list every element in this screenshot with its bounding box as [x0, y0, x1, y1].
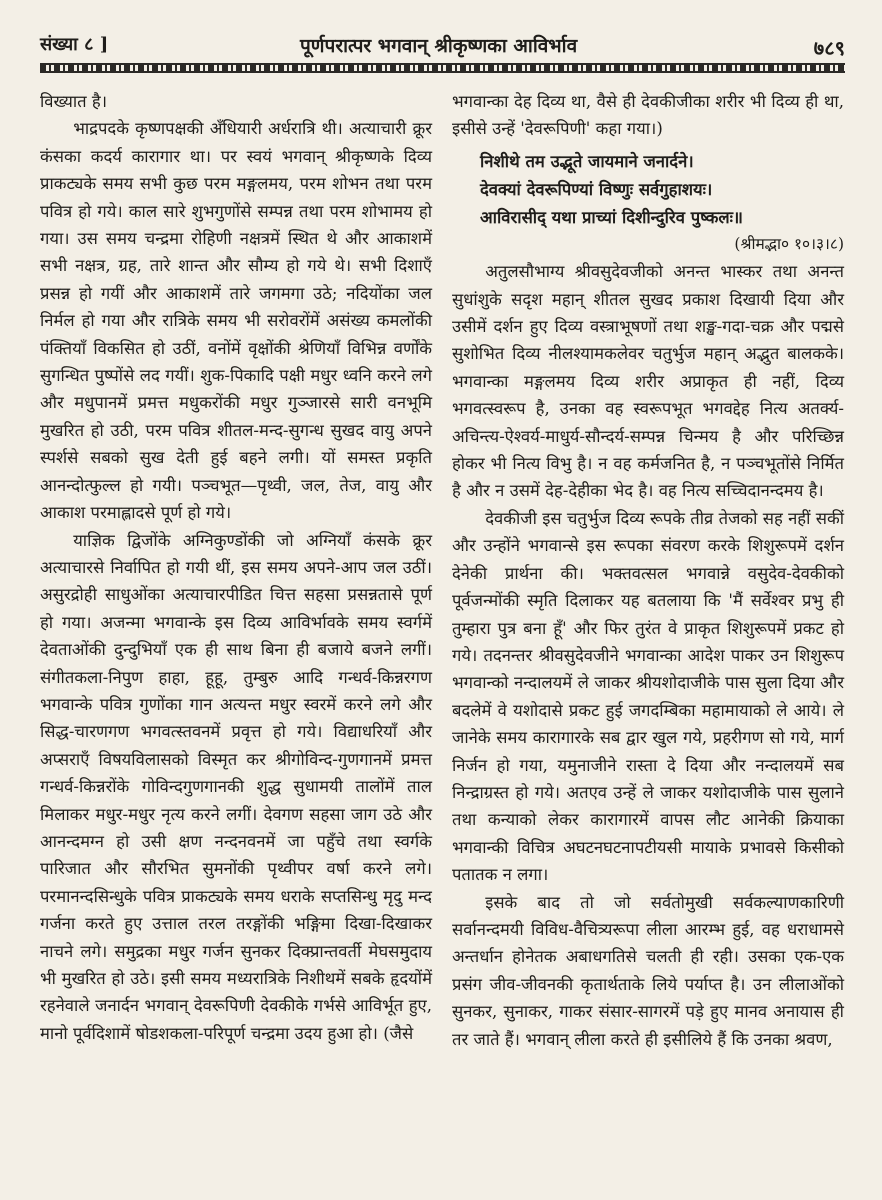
verse-line: आविरासीद् यथा प्राच्यां दिशीन्दुरिव पुष्कलः॥	[480, 206, 743, 227]
left-column	[40, 88, 432, 1047]
decorative-header-rule	[40, 63, 845, 73]
paragraph: भाद्रपदके कृष्णपक्षकी अँधियारी अर्धरात्रि थी। अत्याचारी क्रूर कंसका कदर्य कारागार था। पर स्वयं भगवान् श्रीकृष्णके दिव्य प्राकट्यके समय सभी कुछ परम मङ्गलमय, परम शोभन तथा परम पवित्र हो गये। काल सारे शुभगुणोंसे सम्पन्न तथा परम शोभामय हो गया। उस समय चन्द्रमा रोहिणी नक्षत्रमें स्थित थे और आकाशमें सभी नक्षत्र, ग्रह, तारे शान्त और सौम्य हो गये थे। सभी दिशाएँ प्रसन्न हो गयीं और आकाशमें तारे जगमगा उठे; नदियोंका जल निर्मल हो गया और रात्रिके समय भी सरोवरोंमें असंख्य कमलोंकी पंक्तियाँ विकसित हो उठीं, वनोंमें वृक्षोंकी श्रेणियाँ विभिन्न वर्णोंके सुगन्धित पुष्पोंसे लद गयीं। शुक-पिकादि पक्षी मधुर ध्वनि करने लगे और मधुपानमें प्रमत्त मधुकरोंकी मधुर गुञ्जारसे सारी वनभूमि मुखरित हो उठी, परम पवित्र शीतल-मन्द-सुगन्ध सुखद वायु अपने स्पर्शसे सबको सुख देती हुई बहने लगी। यों समस्त प्रकृति आनन्दोत्फुल्ल हो गयी। पञ्चभूत—पृथ्वी, जल, तेज, वायु और आकाश परमाह्लादसे पूर्ण हो गये।	[40, 119, 432, 523]
paragraph-continuation: विख्यात है।	[40, 92, 107, 111]
running-title: पूर्णपरात्पर भगवान् श्रीकृष्णका आविर्भाव	[300, 35, 578, 57]
sanskrit-verse	[452, 147, 844, 231]
page-number: ७८९	[813, 36, 845, 60]
paragraph: अतुलसौभाग्य श्रीवसुदेवजीको अनन्त भास्कर तथा अनन्त सुधांशुके सदृश महान् शीतल सुखद प्रकाश दिखायी दिया और उसीमें दर्शन हुए दिव्य वस्त्राभूषणों तथा शङ्ख-गदा-चक्र और पद्मसे सुशोभित दिव्य नीलश्यामकलेवर चतुर्भुज महान् अद्भुत बालकके। भगवान्का मङ्गलमय दिव्य शरीर अप्राकृत ही नहीं, दिव्य भगवत्स्वरूप है, उनका वह स्वरूपभूत भगवद्देह नित्य अतर्क्य-अचिन्त्य-ऐश्वर्य-माधुर्य-सौन्दर्य-सम्पन्न चिन्मय है और परिच्छिन्न होकर भी नित्य विभु है। न वह कर्मजनित है, न पञ्चभूतोंसे निर्मित है और न उसमें देह-देहीका भेद है। वह नित्य सच्चिदानन्दमय है।	[452, 262, 844, 501]
page-header	[40, 22, 845, 62]
issue-number: संख्या ८ ]	[40, 34, 109, 55]
paragraph: याज्ञिक द्विजोंके अग्निकुण्डोंकी जो अग्नियाँ कंसके क्रूर अत्याचारसे निर्वापित हो गयी थीं, इस समय अपने-आप जल उठीं। असुरद्रोही साधुओंका अत्याचारपीडित चित्त सहसा प्रसन्नतासे पूर्ण हो गया। अजन्मा भगवान्के इस दिव्य आविर्भावके समय स्वर्गमें देवताओंकी दुन्दुभियाँ एक ही साथ बिना ही बजाये बजने लगीं। संगीतकला-निपुण हाहा, हूहू, तुम्बुरु आदि गन्धर्व-किन्नरगण भगवान्के पवित्र गुणोंका गान अत्यन्त मधुर स्वरमें करने लगे और सिद्ध-चारणगण भगवत्स्तवनमें प्रवृत्त हो गये। विद्याधरियाँ और अप्सराएँ विषयविलासको विस्मृत कर श्रीगोविन्द-गुणगानमें प्रमत्त गन्धर्व-किन्नरोंके गोविन्दगुणगानकी शुद्ध सुधामयी तालोंमें ताल मिलाकर मधुर-मधुर नृत्य करने लगीं। देवगण सहसा जाग उठे और आनन्दमग्न हो उसी क्षण नन्दनवनमें जा पहुँचे तथा स्वर्गके पारिजात और सौरभित सुमनोंकी पृथ्वीपर वर्षा करने लगे। परमानन्दसिन्धुके पवित्र प्राकट्यके समय धराके सप्तसिन्धु मृदु मन्द गर्जना करते हुए उत्ताल तरल तरङ्गोंकी भङ्गिमा दिखा-दिखाकर नाचने लगे। समुद्रका मधुर गर्जन सुनकर दिक्प्रान्तवर्ती मेघसमुदाय भी मुखरित हो उठे। इसी समय मध्यरात्रिके निशीथमें सबके हृदयोंमें रहनेवाले जनार्दन भगवान् देवरूपिणी देवकीके गर्भसे आविर्भूत हुए, मानो पूर्वदिशामें षोडशकला-परिपूर्ण चन्द्रमा उदय हुआ हो। (जैसे	[40, 530, 432, 1043]
right-column	[452, 88, 844, 1053]
paragraph: देवकीजी इस चतुर्भुज दिव्य रूपके तीव्र तेजको सह नहीं सकीं और उन्होंने भगवान्से इस रूपका संवरण करके शिशुरूपमें दर्शन देनेकी प्रार्थना की। भक्तवत्सल भगवान्ने वसुदेव-देवकीको पूर्वजन्मोंकी स्मृति दिलाकर यह बतलाया कि 'मैं सर्वेश्वर प्रभु ही तुम्हारा पुत्र बना हूँ' और फिर तुरंत वे प्राकृत शिशुरूपमें प्रकट हो गये। तदनन्तर श्रीवसुदेवजीने भगवान्का आदेश पाकर उन शिशुरूप भगवान्को नन्दालयमें ले जाकर श्रीयशोदाजीके पास सुला दिया और बदलेमें वे यशोदासे प्रकट हुई जगदम्बिका महामायाको ले आये। ले जानेके समय कारागारके सब द्वार खुल गये, प्रहरीगण सो गये, मार्ग निर्जन हो गया, यमुनाजीने रास्ता दे दिया और नन्दालयमें सब निन्द्राग्रस्त हो गये। अतएव उन्हें ले जाकर यशोदाजीके पास सुलाने तथा कन्याको लेकर कारागारमें वापस लौट आनेकी क्रियाका भगवान्की विचित्र अघटनघटनापटीयसी मायाके प्रभावसे किसीको पतातक न लगा।	[452, 508, 844, 885]
paragraph-continuation: भगवान्का देह दिव्य था, वैसे ही देवकीजीका शरीर भी दिव्य ही था, इसीसे उन्हें 'देवरूपिणी' कहा गया।)	[452, 92, 844, 139]
verse-line: देवक्यां देवरूपिण्यां विष्णुः सर्वगुहाशयः।	[480, 178, 713, 199]
verse-line: निशीथे तम उद्भूते जायमाने जनार्दने।	[480, 150, 694, 171]
verse-reference: (श्रीमद्भा० १०।३।८)	[734, 234, 844, 253]
paragraph: इसके बाद तो जो सर्वतोमुखी सर्वकल्याणकारिणी सर्वानन्दमयी विविध-वैचित्र्यरूपा लीला आरम्भ हुई, वह धराधामसे अन्तर्धान होनेतक अबाधगतिसे चलती ही रही। उसका एक-एक प्रसंग जीव-जीवनकी कृतार्थताके लिये पर्याप्त है। उन लीलाओंको सुनकर, सुनाकर, गाकर संसार-सागरमें पड़े हुए मानव अनायास ही तर जाते हैं। भगवान् लीला करते ही इसीलिये हैं कि उनका श्रवण,	[452, 892, 844, 1049]
column-divider	[441, 86, 442, 1166]
